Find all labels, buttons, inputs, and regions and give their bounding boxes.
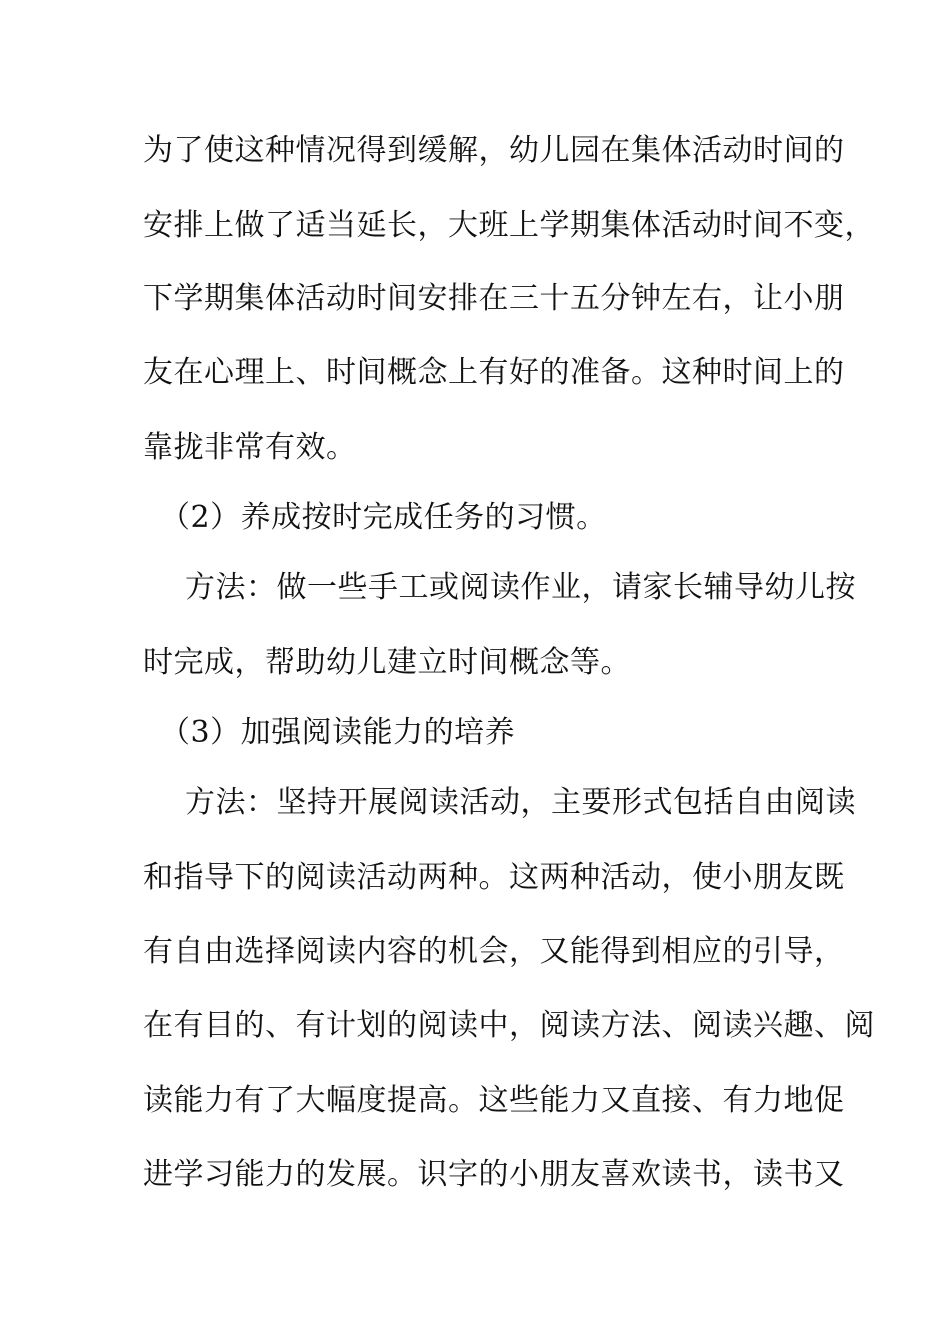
paragraph-line: 友在心理上、时间概念上有好的准备。这种时间上的 [143, 355, 845, 390]
paragraph-line: 进学习能力的发展。识字的小朋友喜欢读书，读书又 [143, 1157, 845, 1192]
section-heading-2: （2）养成按时完成任务的习惯。 [160, 500, 607, 535]
paragraph-line: 安排上做了适当延长，大班上学期集体活动时间不变， [143, 208, 875, 243]
method-line: 方法：做一些手工或阅读作业，请家长辅导幼儿按 [185, 570, 856, 605]
paragraph-line: 时完成，帮助幼儿建立时间概念等。 [143, 645, 631, 680]
section-heading-3: （3）加强阅读能力的培养 [160, 715, 516, 750]
paragraph-line: 有自由选择阅读内容的机会，又能得到相应的引导， [143, 934, 845, 969]
method-line: 方法：坚持开展阅读活动，主要形式包括自由阅读 [185, 785, 856, 820]
paragraph-line: 和指导下的阅读活动两种。这两种活动，使小朋友既 [143, 860, 845, 895]
paragraph-line: 在有目的、有计划的阅读中，阅读方法、阅读兴趣、阅 [143, 1008, 875, 1043]
paragraph-line: 下学期集体活动时间安排在三十五分钟左右，让小朋 [143, 281, 845, 316]
paragraph-line: 靠拢非常有效。 [143, 430, 357, 465]
paragraph-line: 为了使这种情况得到缓解，幼儿园在集体活动时间的 [143, 133, 845, 168]
paragraph-line: 读能力有了大幅度提高。这些能力又直接、有力地促 [143, 1083, 845, 1118]
